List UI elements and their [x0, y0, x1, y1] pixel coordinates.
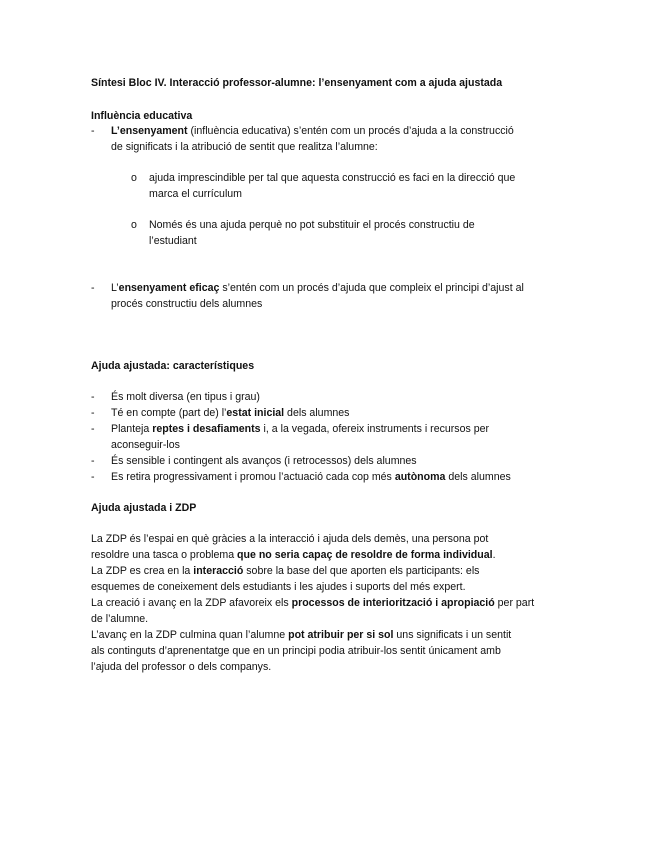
heading-caracteristiques: Ajuda ajustada: característiques: [91, 360, 255, 372]
bullet-dash: -: [91, 125, 95, 137]
zdp-p2-line2: esquemes de coneixement dels estudiants i les ajudes i suports del més expert.: [91, 581, 466, 593]
text-run: L’avanç en la ZDP culmina quan l’alumne: [91, 629, 289, 641]
char-item-2: [111, 407, 349, 420]
bullet-dash: -: [91, 471, 95, 483]
text-run: Es retira progressivament i promou l’actuació cada cop més: [111, 471, 395, 483]
char-item-5: [111, 471, 511, 484]
bullet1-line2: de significats i la atribució de sentit que realitza l’alumne:: [111, 141, 378, 153]
heading-zdp: Ajuda ajustada i ZDP: [91, 502, 197, 514]
sub-bullet-circle: o: [131, 172, 137, 184]
bold-term: L’ensenyament: [111, 125, 188, 137]
zdp-p4-line3: l’ajuda del professor o dels companys.: [91, 661, 272, 673]
text-run: Té en compte (part de) l’: [111, 407, 227, 419]
char-item-3-line2: aconseguir-los: [111, 439, 180, 451]
char-item-3: [111, 423, 489, 436]
text-run: dels alumnes: [445, 471, 511, 483]
text-run: L’: [111, 282, 119, 294]
char-item-4: És sensible i contingent als avanços (i retrocessos) dels alumnes: [111, 455, 417, 467]
text-run: (influència educativa) s’entén com un procés d’ajuda a la construcció: [187, 125, 514, 137]
text-run: i, a la vegada, ofereix instruments i recursos per: [260, 423, 490, 435]
sub1-line1: ajuda imprescindible per tal que aquesta construcció es faci en la direcció que: [149, 172, 516, 184]
bold-term: autònoma: [394, 471, 446, 483]
bullet1-line1: [111, 125, 514, 138]
text-run: La creació i avanç en la ZDP afavoreix els: [91, 597, 292, 609]
char-item-1: És molt diversa (en tipus i grau): [111, 391, 260, 403]
bullet2-line1: [111, 282, 524, 295]
document-title: Síntesi Bloc IV. Interacció professor-alumne: l’ensenyament com a ajuda ajustada: [91, 77, 503, 89]
bullet-dash: -: [91, 282, 95, 294]
bold-term: pot atribuir per si sol: [288, 629, 394, 641]
bold-term: que no seria capaç de resoldre de forma individual: [237, 549, 493, 561]
text-run: .: [492, 549, 496, 561]
sub1-line2: marca el currículum: [149, 188, 243, 200]
zdp-p1-line1: La ZDP és l’espai en què gràcies a la interacció i ajuda dels demès, una persona pot: [91, 533, 489, 545]
bold-term: processos de interiorització i apropiació: [291, 597, 495, 609]
bullet-dash: -: [91, 391, 95, 403]
text-run: per part: [494, 597, 535, 609]
zdp-p1-line2: [91, 549, 496, 562]
text-run: dels alumnes: [284, 407, 350, 419]
zdp-p4-line2: als continguts d’aprenentatge que en un principi podia atribuir-los sentit únicament amb: [91, 645, 501, 657]
text-run: La ZDP es crea en la: [91, 565, 194, 577]
text-run: s’entén com un procés d’ajuda que compleix el principi d’ajust al: [219, 282, 524, 294]
text-run: sobre la base del que aporten els participants: els: [243, 565, 480, 577]
bullet-dash: -: [91, 455, 95, 467]
heading-influencia: Influència educativa: [91, 110, 193, 122]
zdp-p3-line2: de l’alumne.: [91, 613, 149, 625]
sub2-line2: l’estudiant: [149, 235, 197, 247]
sub2-line1: Només és una ajuda perquè no pot substituir el procés constructiu de: [149, 219, 475, 231]
zdp-p3-line1: [91, 597, 534, 610]
bullet-dash: -: [91, 407, 95, 419]
bold-term: interacció: [193, 565, 244, 577]
bold-term: reptes i desafiaments: [152, 423, 261, 435]
text-run: resoldre una tasca o problema: [91, 549, 238, 561]
bold-term: estat inicial: [226, 407, 285, 419]
bullet2-line2: procés constructiu dels alumnes: [111, 298, 263, 310]
text-run: uns significats i un sentit: [393, 629, 512, 641]
bold-term: ensenyament eficaç: [118, 282, 220, 294]
zdp-p2-line1: [91, 565, 479, 578]
bullet-dash: -: [91, 423, 95, 435]
text-run: Planteja: [111, 423, 153, 435]
zdp-p4-line1: [91, 629, 511, 642]
sub-bullet-circle: o: [131, 219, 137, 231]
